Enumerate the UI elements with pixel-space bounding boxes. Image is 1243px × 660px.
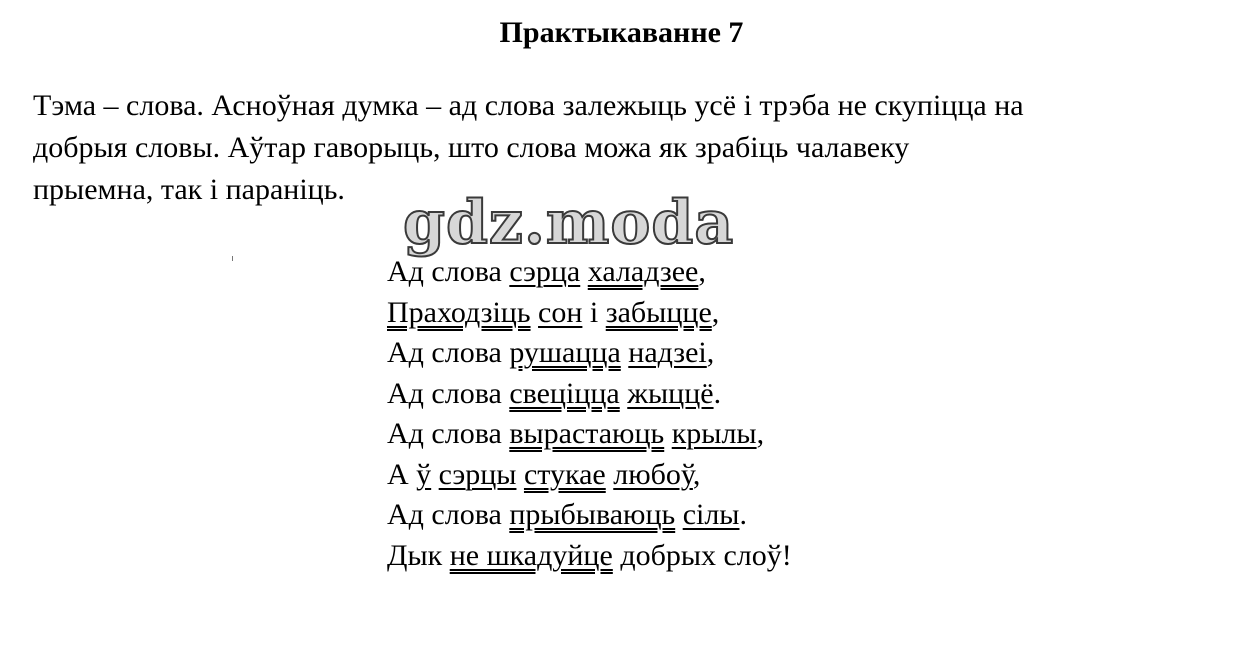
underlined-word: надзеі [628,336,707,369]
poem-line [387,536,792,577]
underlined-word: забыцце [605,295,712,329]
poem-text: Ад слова [387,376,510,410]
paragraph-line: Тэма – слова. Асноўная думка – ад слова залежыць усё і трэба не скупіцца на [33,89,1024,122]
underlined-word: ў [416,457,432,491]
poem-text: , [706,336,715,369]
underlined-word: сэрцы [438,457,517,491]
poem-text: , [756,417,765,450]
watermark-logo: gdz.moda [403,188,735,258]
paragraph-line: добрыя словы. Аўтар гаворыць, што слова можа як зрабіць чалавеку [33,131,910,164]
poem-line [387,252,792,293]
poem-text: Ад слова [387,498,510,531]
poem-text: і [582,295,606,329]
scan-mark [232,256,233,261]
poem-text: А [387,457,417,491]
poem-text [580,255,588,288]
poem [387,252,792,576]
poem-text [664,417,672,450]
poem-text: Ад слова [387,417,510,450]
poem-line [387,495,792,536]
poem-text: , [692,457,701,491]
underlined-word: сон [538,295,583,329]
underlined-word: свеціцца [509,376,620,410]
poem-text: добрых слоў! [612,538,792,572]
poem-line [387,374,792,415]
underlined-word: вырастаюць [509,417,665,450]
underlined-word: стукае [523,457,606,491]
underlined-word: халадзее [587,255,699,288]
poem-text [531,296,539,329]
underlined-word: любоў [613,457,693,491]
poem-text: , [698,255,706,288]
paragraph-line: прыемна, так і параніць. [33,173,345,206]
poem-line [387,293,792,334]
poem-text: . [713,376,722,410]
underlined-word: прыбываюць [509,498,676,531]
underlined-word: рушацца [509,336,621,369]
poem-text: Дык [387,538,450,572]
poem-line [387,455,792,496]
underlined-word: сэрца [509,255,581,288]
poem-text: Ад слова [387,336,510,369]
underlined-word: жыццё [627,376,714,410]
poem-text: , [711,295,720,329]
poem-line [387,414,792,455]
poem-text [675,498,683,531]
underlined-word: крылы [671,417,757,450]
poem-text [431,458,439,491]
page-title: Практыкаванне 7 [499,16,744,49]
poem-line [387,333,792,374]
underlined-word: сілы [682,498,740,531]
underlined-word: не шкадуйце [449,538,613,572]
poem-text: Ад слова [387,255,510,288]
underlined-word: Праходзіць [387,295,531,329]
poem-text [516,458,524,491]
poem-text: . [739,498,747,531]
